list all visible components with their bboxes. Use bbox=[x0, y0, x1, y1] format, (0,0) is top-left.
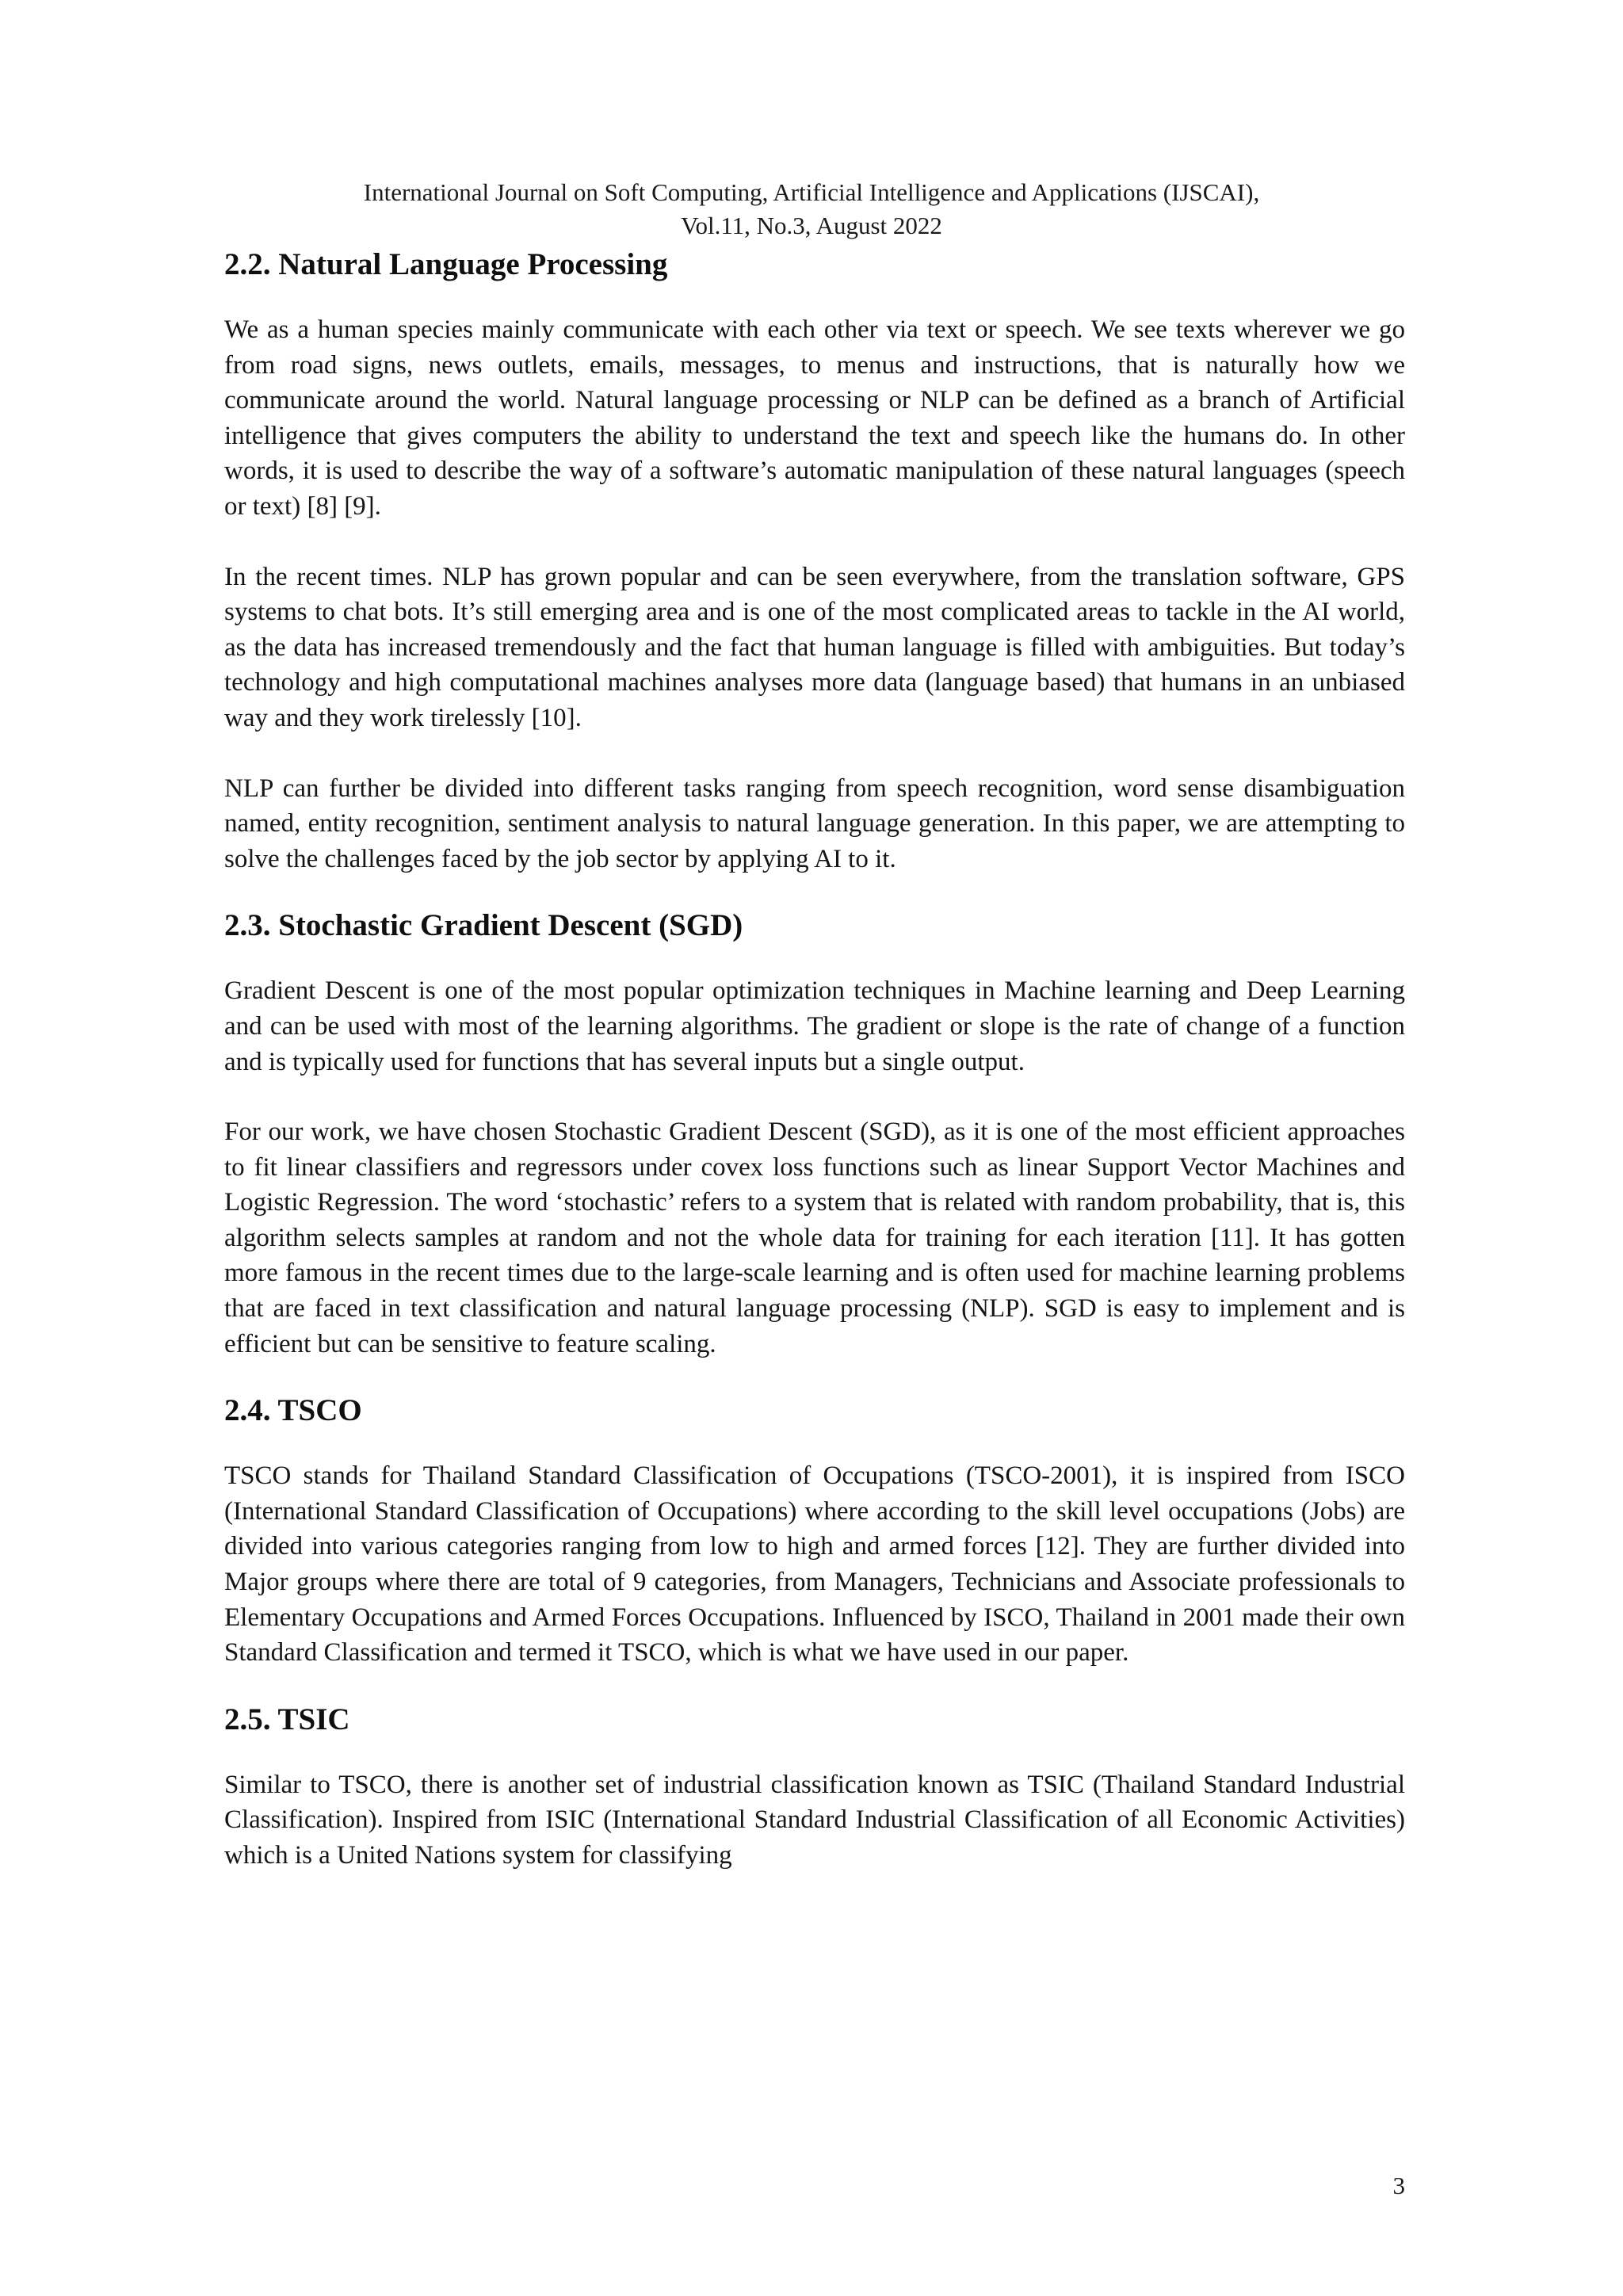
section-heading-tsco: 2.4. TSCO bbox=[224, 1393, 362, 1428]
journal-volume-line: Vol.11, No.3, August 2022 bbox=[681, 212, 942, 239]
paragraph-sgd-1: Gradient Descent is one of the most popular optimization techniques in Machine learning and Deep Learning and can be used with most of the learning algorithms. The gradient or slope is the rate of change of a function and is typically used for functions that has several inputs but a single output. bbox=[224, 976, 1405, 1076]
journal-title-line: International Journal on Soft Computing, Artificial Intelligence and Applications (IJSCAI), bbox=[363, 178, 1260, 206]
running-header bbox=[0, 176, 1623, 243]
paragraph-tsco-1: TSCO stands for Thailand Standard Classification of Occupations (TSCO-2001), it is inspired from ISCO (International Standard Classification of Occupations) where according to the skill level occupations (Jobs) are divided into various categories ranging from low to high and armed forces [12]. They are further divided into Major groups where there are total of 9 categories, from Managers, Technicians and Associate professionals to Elementary Occupations and Armed Forces Occupations. Influenced by ISCO, Thailand in 2001 made their own Standard Classification and termed it TSCO, which is what we have used in our paper. bbox=[224, 1461, 1405, 1668]
section-heading-nlp: 2.2. Natural Language Processing bbox=[224, 247, 668, 281]
paragraph-nlp-2: In the recent times. NLP has grown popular and can be seen everywhere, from the translation software, GPS systems to chat bots. It’s still emerging area and is one of the most complicated areas to tackle in the AI world, as the data has increased tremendously and the fact that human language is filled with ambiguities. But today’s technology and high computational machines analyses more data (language based) that humans in an unbiased way and they work tirelessly [10]. bbox=[224, 562, 1405, 732]
page-number: 3 bbox=[1392, 2172, 1405, 2199]
section-heading-sgd: 2.3. Stochastic Gradient Descent (SGD) bbox=[224, 908, 743, 943]
section-heading-tsic: 2.5. TSIC bbox=[224, 1702, 350, 1736]
paragraph-tsic-1: Similar to TSCO, there is another set of industrial classification known as TSIC (Thailand Standard Industrial Classification). Inspired from ISIC (International Standard Industrial Classification of all Economic Activities) which is a United Nations system for classifying bbox=[224, 1770, 1405, 1870]
paragraph-nlp-3: NLP can further be divided into different tasks ranging from speech recognition, word sense disambiguation named, entity recognition, sentiment analysis to natural language generation. In this paper, we are attempting to solve the challenges faced by the job sector by applying AI to it. bbox=[224, 774, 1405, 873]
page-body bbox=[224, 246, 1405, 1874]
paragraph-nlp-1: We as a human species mainly communicate with each other via text or speech. We see texts wherever we go from road signs, news outlets, emails, messages, to menus and instructions, that is naturally how we communicate around the world. Natural language processing or NLP can be defined as a branch of Artificial intelligence that gives computers the ability to understand the text and speech like the humans do. In other words, it is used to describe the way of a software’s automatic manipulation of these natural languages (speech or text) [8] [9]. bbox=[224, 315, 1405, 521]
paragraph-sgd-2: For our work, we have chosen Stochastic Gradient Descent (SGD), as it is one of the most efficient approaches to fit linear classifiers and regressors under covex loss functions such as linear Support Vector Machines and Logistic Regression. The word ‘stochastic’ refers to a system that is related with random probability, that is, this algorithm selects samples at random and not the whole data for training for each iteration [11]. It has gotten more famous in the recent times due to the large-scale learning and is often used for machine learning problems that are faced in text classification and natural language processing (NLP). SGD is easy to implement and is efficient but can be sensitive to feature scaling. bbox=[224, 1117, 1405, 1358]
